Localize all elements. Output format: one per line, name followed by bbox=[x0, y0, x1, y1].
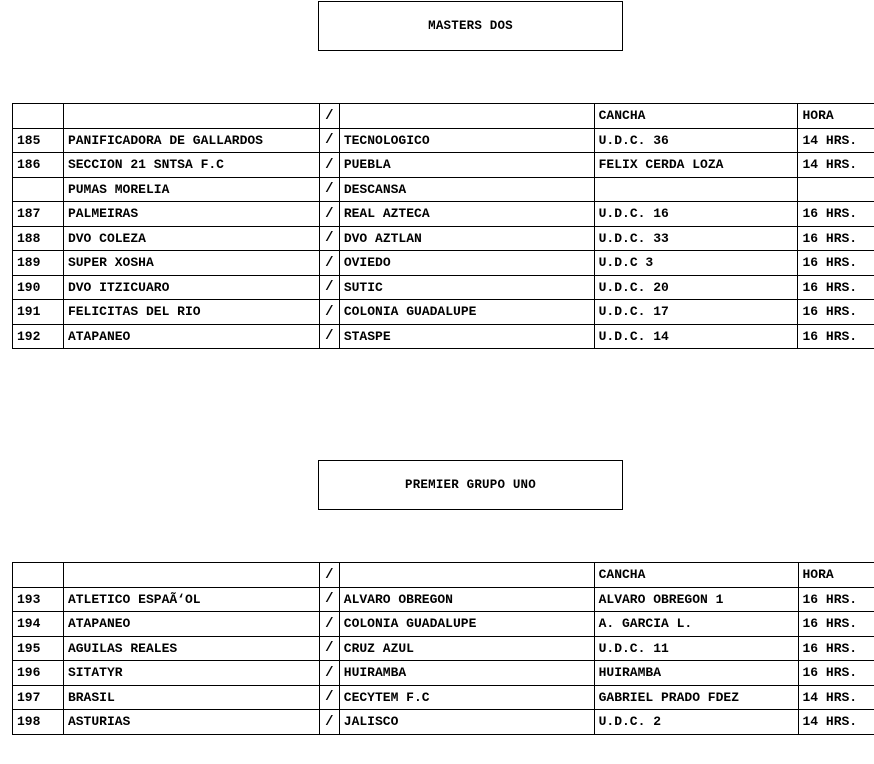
match-number-cell bbox=[13, 177, 64, 202]
home-team-cell: ATLETICO ESPAÃ‘OL bbox=[63, 587, 319, 612]
table-row bbox=[13, 128, 874, 153]
section-title-masters-dos: MASTERS DOS bbox=[318, 1, 623, 51]
fixture-table-premier-grupo-uno bbox=[12, 562, 874, 735]
home-team-cell: DVO COLEZA bbox=[63, 226, 319, 251]
table-row bbox=[13, 685, 874, 710]
versus-separator: / bbox=[319, 563, 339, 588]
versus-separator: / bbox=[319, 300, 339, 325]
versus-separator: / bbox=[319, 226, 339, 251]
table-row bbox=[13, 636, 874, 661]
away-team-cell: HUIRAMBA bbox=[339, 661, 594, 686]
field-cell: A. GARCIA L. bbox=[594, 612, 798, 637]
versus-separator: / bbox=[319, 153, 339, 178]
time-cell: 16 HRS. bbox=[798, 324, 874, 349]
time-cell: HORA bbox=[798, 563, 874, 588]
match-number-cell bbox=[13, 104, 64, 129]
time-cell: 16 HRS. bbox=[798, 300, 874, 325]
match-number-cell: 198 bbox=[13, 710, 64, 735]
away-team-cell: STASPE bbox=[339, 324, 594, 349]
home-team-cell: DVO ITZICUARO bbox=[63, 275, 319, 300]
match-number-cell: 190 bbox=[13, 275, 64, 300]
versus-separator: / bbox=[319, 612, 339, 637]
time-cell: 14 HRS. bbox=[798, 153, 874, 178]
versus-separator: / bbox=[319, 661, 339, 686]
match-number-cell: 185 bbox=[13, 128, 64, 153]
time-cell: 16 HRS. bbox=[798, 202, 874, 227]
home-team-cell: SUPER XOSHA bbox=[63, 251, 319, 276]
home-team-cell: BRASIL bbox=[63, 685, 319, 710]
field-cell: CANCHA bbox=[594, 563, 798, 588]
home-team-cell: ATAPANEO bbox=[63, 324, 319, 349]
field-cell: ALVARO OBREGON 1 bbox=[594, 587, 798, 612]
time-cell: 16 HRS. bbox=[798, 612, 874, 637]
section-title-premier-grupo-uno: PREMIER GRUPO UNO bbox=[318, 460, 623, 510]
away-team-cell: PUEBLA bbox=[339, 153, 594, 178]
match-number-cell: 192 bbox=[13, 324, 64, 349]
away-team-cell bbox=[339, 104, 594, 129]
table-row bbox=[13, 202, 874, 227]
time-cell: 16 HRS. bbox=[798, 226, 874, 251]
match-number-cell: 189 bbox=[13, 251, 64, 276]
versus-separator: / bbox=[319, 587, 339, 612]
versus-separator: / bbox=[319, 128, 339, 153]
away-team-cell: CRUZ AZUL bbox=[339, 636, 594, 661]
time-cell: 14 HRS. bbox=[798, 128, 874, 153]
versus-separator: / bbox=[319, 636, 339, 661]
time-cell: 16 HRS. bbox=[798, 275, 874, 300]
table-row bbox=[13, 251, 874, 276]
time-cell: 14 HRS. bbox=[798, 685, 874, 710]
home-team-cell: SITATYR bbox=[63, 661, 319, 686]
home-team-cell: AGUILAS REALES bbox=[63, 636, 319, 661]
versus-separator: / bbox=[319, 710, 339, 735]
match-number-cell: 186 bbox=[13, 153, 64, 178]
time-cell: 16 HRS. bbox=[798, 636, 874, 661]
match-number-cell: 191 bbox=[13, 300, 64, 325]
away-team-cell: ALVARO OBREGON bbox=[339, 587, 594, 612]
versus-separator: / bbox=[319, 177, 339, 202]
away-team-cell: COLONIA GUADALUPE bbox=[339, 300, 594, 325]
table-header-row bbox=[13, 563, 874, 588]
field-cell: U.D.C. 16 bbox=[594, 202, 798, 227]
table-row bbox=[13, 710, 874, 735]
away-team-cell: TECNOLOGICO bbox=[339, 128, 594, 153]
away-team-cell: COLONIA GUADALUPE bbox=[339, 612, 594, 637]
table-row bbox=[13, 226, 874, 251]
field-cell bbox=[594, 177, 798, 202]
table-row bbox=[13, 612, 874, 637]
away-team-cell: JALISCO bbox=[339, 710, 594, 735]
versus-separator: / bbox=[319, 104, 339, 129]
away-team-cell: SUTIC bbox=[339, 275, 594, 300]
time-cell: 16 HRS. bbox=[798, 661, 874, 686]
field-cell: U.D.C. 17 bbox=[594, 300, 798, 325]
match-number-cell: 187 bbox=[13, 202, 64, 227]
table-header-row bbox=[13, 104, 874, 129]
versus-separator: / bbox=[319, 324, 339, 349]
field-cell: U.D.C. 33 bbox=[594, 226, 798, 251]
time-cell: 16 HRS. bbox=[798, 587, 874, 612]
away-team-cell: DVO AZTLAN bbox=[339, 226, 594, 251]
time-cell: 16 HRS. bbox=[798, 251, 874, 276]
away-team-cell: DESCANSA bbox=[339, 177, 594, 202]
match-number-cell bbox=[13, 563, 64, 588]
home-team-cell bbox=[63, 563, 319, 588]
home-team-cell: ASTURIAS bbox=[63, 710, 319, 735]
away-team-cell bbox=[339, 563, 594, 588]
home-team-cell: PANIFICADORA DE GALLARDOS bbox=[63, 128, 319, 153]
match-number-cell: 197 bbox=[13, 685, 64, 710]
home-team-cell: FELICITAS DEL RIO bbox=[63, 300, 319, 325]
field-cell: U.D.C. 2 bbox=[594, 710, 798, 735]
field-cell: U.D.C. 20 bbox=[594, 275, 798, 300]
away-team-cell: OVIEDO bbox=[339, 251, 594, 276]
time-cell bbox=[798, 177, 874, 202]
match-number-cell: 194 bbox=[13, 612, 64, 637]
field-cell: CANCHA bbox=[594, 104, 798, 129]
home-team-cell: PALMEIRAS bbox=[63, 202, 319, 227]
field-cell: U.D.C. 14 bbox=[594, 324, 798, 349]
home-team-cell: SECCION 21 SNTSA F.C bbox=[63, 153, 319, 178]
home-team-cell: PUMAS MORELIA bbox=[63, 177, 319, 202]
match-number-cell: 196 bbox=[13, 661, 64, 686]
away-team-cell: REAL AZTECA bbox=[339, 202, 594, 227]
time-cell: HORA bbox=[798, 104, 874, 129]
versus-separator: / bbox=[319, 251, 339, 276]
table-row bbox=[13, 324, 874, 349]
table-row bbox=[13, 300, 874, 325]
versus-separator: / bbox=[319, 275, 339, 300]
field-cell: FELIX CERDA LOZA bbox=[594, 153, 798, 178]
field-cell: U.D.C. 36 bbox=[594, 128, 798, 153]
field-cell: U.D.C. 11 bbox=[594, 636, 798, 661]
match-number-cell: 193 bbox=[13, 587, 64, 612]
fixture-table-masters-dos bbox=[12, 103, 874, 349]
field-cell: GABRIEL PRADO FDEZ bbox=[594, 685, 798, 710]
home-team-cell: ATAPANEO bbox=[63, 612, 319, 637]
table-row bbox=[13, 587, 874, 612]
match-number-cell: 195 bbox=[13, 636, 64, 661]
table-row bbox=[13, 177, 874, 202]
table-row bbox=[13, 275, 874, 300]
home-team-cell bbox=[63, 104, 319, 129]
away-team-cell: CECYTEM F.C bbox=[339, 685, 594, 710]
table-row bbox=[13, 661, 874, 686]
field-cell: HUIRAMBA bbox=[594, 661, 798, 686]
table-row bbox=[13, 153, 874, 178]
versus-separator: / bbox=[319, 685, 339, 710]
versus-separator: / bbox=[319, 202, 339, 227]
match-number-cell: 188 bbox=[13, 226, 64, 251]
field-cell: U.D.C 3 bbox=[594, 251, 798, 276]
time-cell: 14 HRS. bbox=[798, 710, 874, 735]
